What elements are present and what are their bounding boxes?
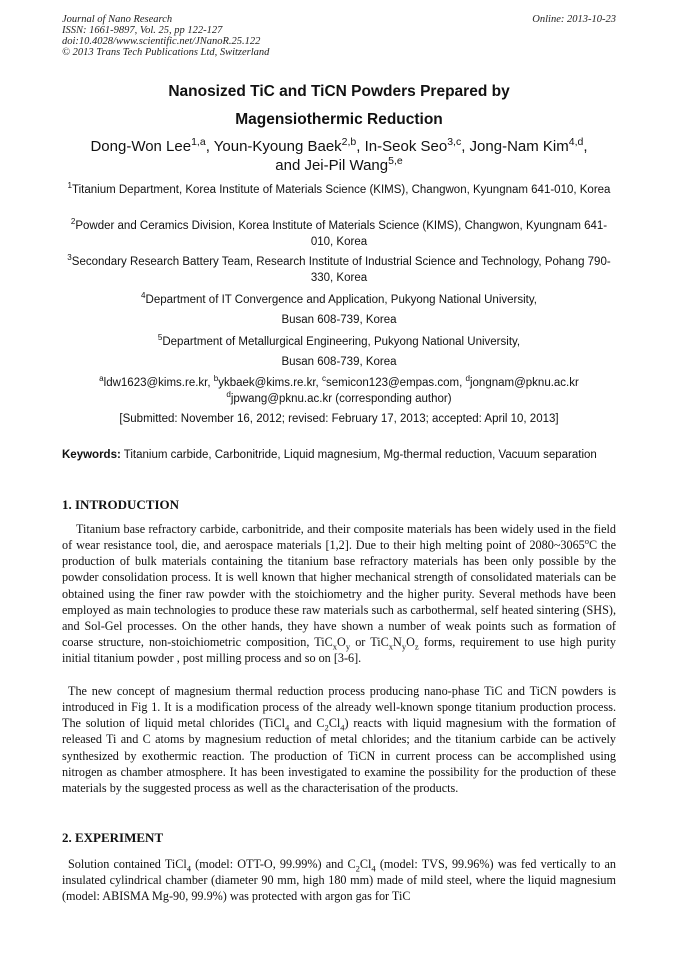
text-run: N [393, 635, 402, 650]
email-marker: d [465, 374, 470, 384]
email-link[interactable]: jpwang@pknu.ac.kr (corresponding author) [230, 393, 452, 405]
email-link[interactable]: jongnam@pknu.ac.kr [469, 377, 579, 389]
author-affil: 4,d [568, 136, 584, 148]
author-name: Youn-Kyoung Baek [213, 138, 342, 155]
author-line-2 [62, 156, 616, 175]
author-line-1: Dong-Won Lee$^{1,a}$, Youn-Kyoung Baek$^{2,b}$, In-Seok Seo$^{3,c}$, Jong-Nam Kim$^{4,d}$, [90, 136, 588, 155]
email-marker: d [226, 390, 231, 400]
text-run: (model: TVS, 99.96%) was fed vertically to an insulated cylindrical chamber (diameter 90 mm, high 180 mm) made of mild steel, where the liquid magnesium (model: ABISMA Mg-90, 99.9%) was protected with argon gas for TiC [62, 857, 616, 904]
journal-doi: doi:10.4028/www.scientific.net/JNanoR.25.122 [62, 36, 261, 47]
text-run: (model: OTT-O, 99.99%) and C [191, 857, 356, 871]
affiliation-text: Secondary Research Battery Team, Research Institute of Industrial Science and Technology, Pohang 790-330, Korea [71, 256, 611, 284]
journal-copyright: © 2013 Trans Tech Publications Ltd, Switzerland [62, 47, 270, 58]
text-run: C the production of bulk materials containing the titanium base refractory materials has been only possible by the powder consolidation process. It is well known that higher mechanical strength of consolidated materials can be obtained using the finer raw powder with the stoichiometry and the higher purity. Several methods have been employed as main technologies to produce these raw materials such as carbothermal, self heated sintering (SHS), and Sol-Gel processes. On the other hands, they have shown a number of weak points such as formation of coarse structure, non-stoichiometric composition, TiC [62, 538, 616, 650]
text-run: x [388, 641, 393, 652]
keywords [62, 447, 616, 463]
text-run: 4 [284, 722, 290, 733]
affiliation-5 [62, 332, 616, 372]
email-link[interactable]: semicon123@empas.com, [325, 377, 466, 389]
affiliation-number: 1 [67, 181, 73, 191]
keywords-text: Titanium carbide, Carbonitride, Liquid magnesium, Mg-thermal reduction, Vacuum separation [120, 449, 597, 461]
affiliation-number: 5 [157, 333, 163, 343]
affiliation-text: Powder and Ceramics Division, Korea Institute of Materials Science (KIMS), Changwon, Kyungnam 641-010, Korea [75, 220, 608, 248]
author-name: Dong-Won Lee [90, 138, 192, 155]
affiliation-4 [62, 290, 616, 330]
title-line-1: Nanosized TiC and TiCN Powders Prepared by [168, 83, 510, 100]
text-run: The new concept of magnesium thermal reduction process producing nano-phase TiC and TiCN powders is introduced in Fig 1. It is a modification process of the already well-known sponge titanium production process. The solution of liquid metal chlorides (TiCl [62, 684, 616, 731]
author-affil: 3,c [447, 136, 462, 148]
affiliation-5-line-1 [62, 332, 616, 352]
author-name: and Jei-Pil Wang [275, 157, 389, 174]
title-line-2: Magensiothermic Reduction [235, 111, 443, 128]
journal-issn: ISSN: 1661-9897, Vol. 25, pp 122-127 [62, 25, 223, 36]
email-link[interactable]: ykbaek@kims.re.kr, [218, 377, 322, 389]
text-run: 4 [371, 863, 376, 874]
text-run: z [414, 641, 419, 652]
author-name: In-Seok Seo [364, 138, 448, 155]
affiliation-text: Titanium Department, Korea Institute of Materials Science (KIMS), Changwon, Kyungnam 641-010, Korea [72, 184, 611, 196]
email-marker: c [321, 374, 326, 384]
email-marker: a [99, 374, 104, 384]
author-affil: 1,a [191, 136, 206, 148]
affiliation-4-line-1 [62, 290, 616, 310]
intro-paragraph-2 [62, 683, 616, 796]
affiliation-4-line-2: Busan 608-739, Korea [281, 314, 397, 326]
keywords-label: Keywords: [62, 449, 121, 461]
text-run: Solution contained TiCl [68, 857, 187, 871]
text-run: Titanium base refractory carbide, carbonitride, and their composite materials has been widely used in the field of wear resistance tool, die, and aerospace materials [1,2]. Due to their high melting point of 2080~3065 [62, 522, 616, 553]
text-run: and C [289, 716, 325, 731]
author-affil: 2,b [341, 136, 357, 148]
text-run: 4 [186, 863, 191, 874]
affiliation-text: Department of Metallurgical Engineering, Pukyong National University, [162, 336, 521, 348]
affiliation-2 [62, 218, 616, 250]
text-run: ) reacts with liquid magnesium with the formation of released Ti and C atoms by magnesium reduction of metal chlorides; and the titanium carbide can be actively synthesized by exothermic reaction. The production of TiCN in current process can be accomplished using nitrogen as chamber atmosphere. It has been investigated to examine the possibility for the production of these materials by the suggested process as well as the characterisation of the products. [62, 716, 616, 795]
text-run: y [345, 641, 351, 652]
text-run: Cl [359, 857, 372, 871]
affiliation-number: 3 [67, 253, 72, 263]
text-run: 2 [355, 863, 360, 874]
text-run: O [406, 635, 415, 650]
email-link[interactable]: ldw1623@kims.re.kr, [103, 377, 214, 389]
text-run: o [584, 536, 590, 547]
section-heading-experiment: 2. EXPERIMENT [62, 830, 164, 845]
experiment-paragraph-1 [62, 856, 616, 904]
affiliation-number: 4 [141, 291, 146, 301]
affiliation-number: 2 [70, 217, 76, 227]
text-run: y [401, 641, 407, 652]
text-run: O [337, 635, 346, 650]
affiliation-text: Department of IT Convergence and Application, Pukyong National University, [145, 294, 537, 306]
author-list [62, 137, 616, 175]
journal-name: Journal of Nano Research [62, 14, 173, 25]
text-run: forms, requirement to use high purity initial titanium powder , post milling process and so on [3-6]. [62, 635, 616, 666]
text-run: x [332, 641, 338, 652]
email-line-1 [62, 375, 616, 391]
online-date: Online: 2013-10-23 [532, 14, 616, 25]
author-name: Jong-Nam Kim [469, 138, 569, 155]
section-heading-introduction: 1. INTRODUCTION [62, 497, 180, 512]
text-run: or TiC [350, 635, 389, 650]
affiliation-5-line-2: Busan 608-739, Korea [281, 356, 397, 368]
text-run: 4 [340, 722, 345, 733]
journal-header [62, 14, 616, 58]
text-run: Cl [328, 716, 341, 731]
paper-title [62, 78, 616, 134]
submission-dates: [Submitted: November 16, 2012; revised: February 17, 2013; accepted: April 10, 2013] [119, 413, 559, 425]
affiliation-3 [62, 254, 616, 286]
affiliation-1 [62, 182, 616, 198]
author-affil: 5,e [388, 155, 403, 167]
email-marker: b [213, 374, 219, 384]
text-run: 2 [324, 722, 329, 733]
email-list [62, 375, 616, 407]
email-line-2 [62, 391, 616, 407]
intro-paragraph-1 [62, 521, 616, 666]
